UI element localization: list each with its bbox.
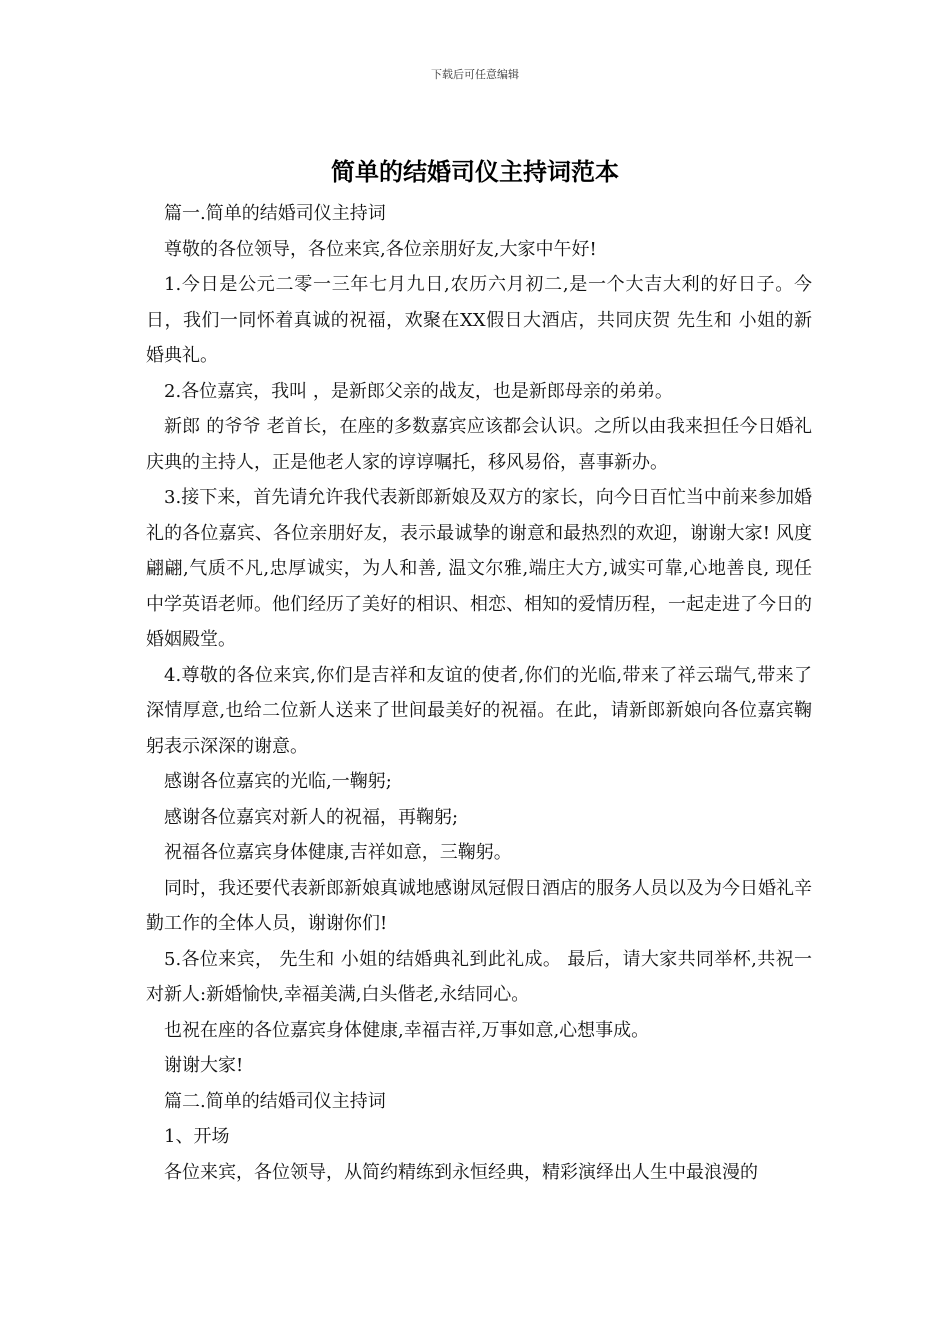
paragraph-wishes: 也祝在座的各位嘉宾身体健康,幸福吉祥,万事如意,心想事成。 (164, 1019, 650, 1041)
paragraph-greeting: 尊敬的各位领导，各位来宾,各位亲朋好友,大家中午好! (164, 238, 597, 260)
document-title: 简单的结婚司仪主持词范本 (331, 158, 619, 186)
paragraph-closing: 谢谢大家! (164, 1055, 244, 1076)
paragraph-5: 5.各位来宾， 先生和 小姐的结婚典礼到此礼成。 最后，请大家共同举杯,共祝一对新人:新婚愉快,幸福美满,白头偕老,永结同心。 (146, 948, 812, 1005)
header-note: 下载后可任意编辑 (431, 68, 519, 81)
paragraph-thanks-staff: 同时，我还要代表新郎新娘真诚地感谢凤冠假日酒店的服务人员以及为今日婚礼辛勤工作的全体人员，谢谢你们! (146, 877, 812, 934)
subheading-opening: 1、开场 (164, 1126, 230, 1147)
section-heading-1: 篇一.简单的结婚司仪主持词 (164, 203, 386, 224)
section-heading-2: 篇二.简单的结婚司仪主持词 (164, 1090, 386, 1112)
paragraph-grandfather: 新郎 的爷爷 老首长，在座的多数嘉宾应该都会认识。之所以由我来担任今日婚礼庆典的主持人，正是他老人家的谆谆嘱托，移风易俗，喜事新办。 (146, 416, 812, 473)
paragraph-bow-1: 感谢各位嘉宾的光临,一鞠躬; (164, 771, 392, 792)
paragraph-bow-3: 祝福各位嘉宾身体健康,吉祥如意，三鞠躬。 (164, 842, 512, 863)
paragraph-4: 4.尊敬的各位来宾,你们是吉祥和友谊的使者,你们的光临,带来了祥云瑞气,带来了深情厚意,也给二位新人送来了世间最美好的祝福。在此，请新郎新娘向各位嘉宾鞠躬表示深深的谢意。 (146, 664, 812, 757)
paragraph-bow-2: 感谢各位嘉宾对新人的祝福，再鞠躬; (164, 806, 459, 828)
paragraph-3: 3.接下来，首先请允许我代表新郎新娘及双方的家长，向今日百忙当中前来参加婚礼的各位嘉宾、各位亲朋好友，表示最诚挚的谢意和最热烈的欢迎，谢谢大家! 风度翩翩,气质不凡,忠厚诚实，为人和善, 温文尔雅,端庄大方,诚实可靠,心地善良, 现任 中学英语老师。他们经历了美好的相识、相恋、相知的爱情历程，一起走进了今日的婚姻殿堂。 (146, 487, 812, 650)
paragraph-1: 1.今日是公元二零一三年七月九日,农历六月初二,是一个大吉大利的好日子。今日，我们一同怀着真诚的祝福，欢聚在XX假日大酒店，共同庆贺 先生和 小姐的新婚典礼。 (146, 274, 812, 366)
paragraph-2: 2.各位嘉宾，我叫 ，是新郎父亲的战友，也是新郎母亲的弟弟。 (164, 380, 673, 402)
document-body (146, 196, 812, 1190)
paragraph-opening: 各位来宾，各位领导，从简约精练到永恒经典，精彩演绎出人生中最浪漫的 (164, 1161, 758, 1183)
